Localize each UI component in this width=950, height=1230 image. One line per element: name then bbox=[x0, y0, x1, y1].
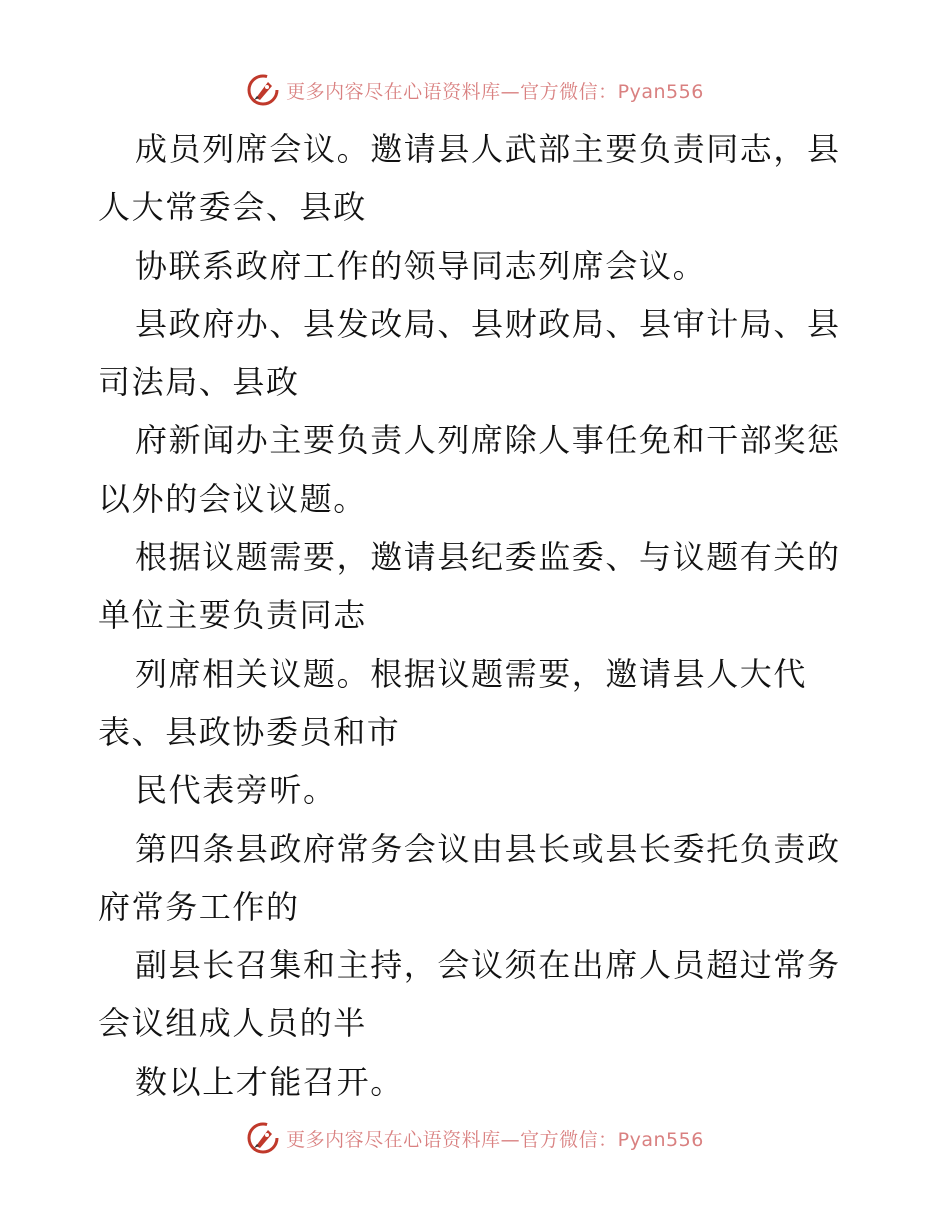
header-banner bbox=[0, 70, 950, 110]
pen-nib-logo-icon bbox=[246, 73, 280, 107]
text-line: 表、县政协委员和市 bbox=[98, 712, 401, 751]
pen-nib-logo-icon bbox=[246, 1121, 280, 1155]
text-line: 县政府办、县发改局、县财政局、县审计局、县 bbox=[135, 304, 841, 343]
text-line: 以外的会议议题。 bbox=[98, 479, 367, 518]
text-line: 府新闻办主要负责人列席除人事任免和干部奖惩 bbox=[135, 421, 841, 460]
document-body bbox=[98, 120, 858, 1111]
footer-banner-text: 更多内容尽在心语资料库—官方微信：Pyan556 bbox=[286, 1128, 704, 1151]
header-banner-text: 更多内容尽在心语资料库—官方微信：Pyan556 bbox=[286, 80, 704, 103]
text-line: 单位主要负责同志 bbox=[98, 596, 367, 635]
text-line: 府常务工作的 bbox=[98, 887, 300, 926]
text-line: 数以上才能召开。 bbox=[135, 1062, 404, 1101]
text-line: 成员列席会议。邀请县人武部主要负责同志，县 bbox=[135, 130, 841, 168]
text-line: 会议组成人员的半 bbox=[98, 1004, 367, 1043]
footer-banner bbox=[0, 1118, 950, 1158]
text-line: 副县长召集和主持，会议须在出席人员超过常务 bbox=[135, 946, 841, 985]
text-line: 列席相关议题。根据议题需要，邀请县人大代 bbox=[135, 654, 808, 693]
text-line: 第四条县政府常务会议由县长或县长委托负责政 bbox=[135, 829, 841, 868]
text-line: 人大常委会、县政 bbox=[98, 188, 367, 227]
text-line: 根据议题需要，邀请县纪委监委、与议题有关的 bbox=[135, 538, 841, 577]
text-line: 协联系政府工作的领导同志列席会议。 bbox=[135, 246, 707, 285]
text-line: 司法局、县政 bbox=[98, 363, 300, 402]
text-line: 民代表旁听。 bbox=[135, 771, 337, 810]
